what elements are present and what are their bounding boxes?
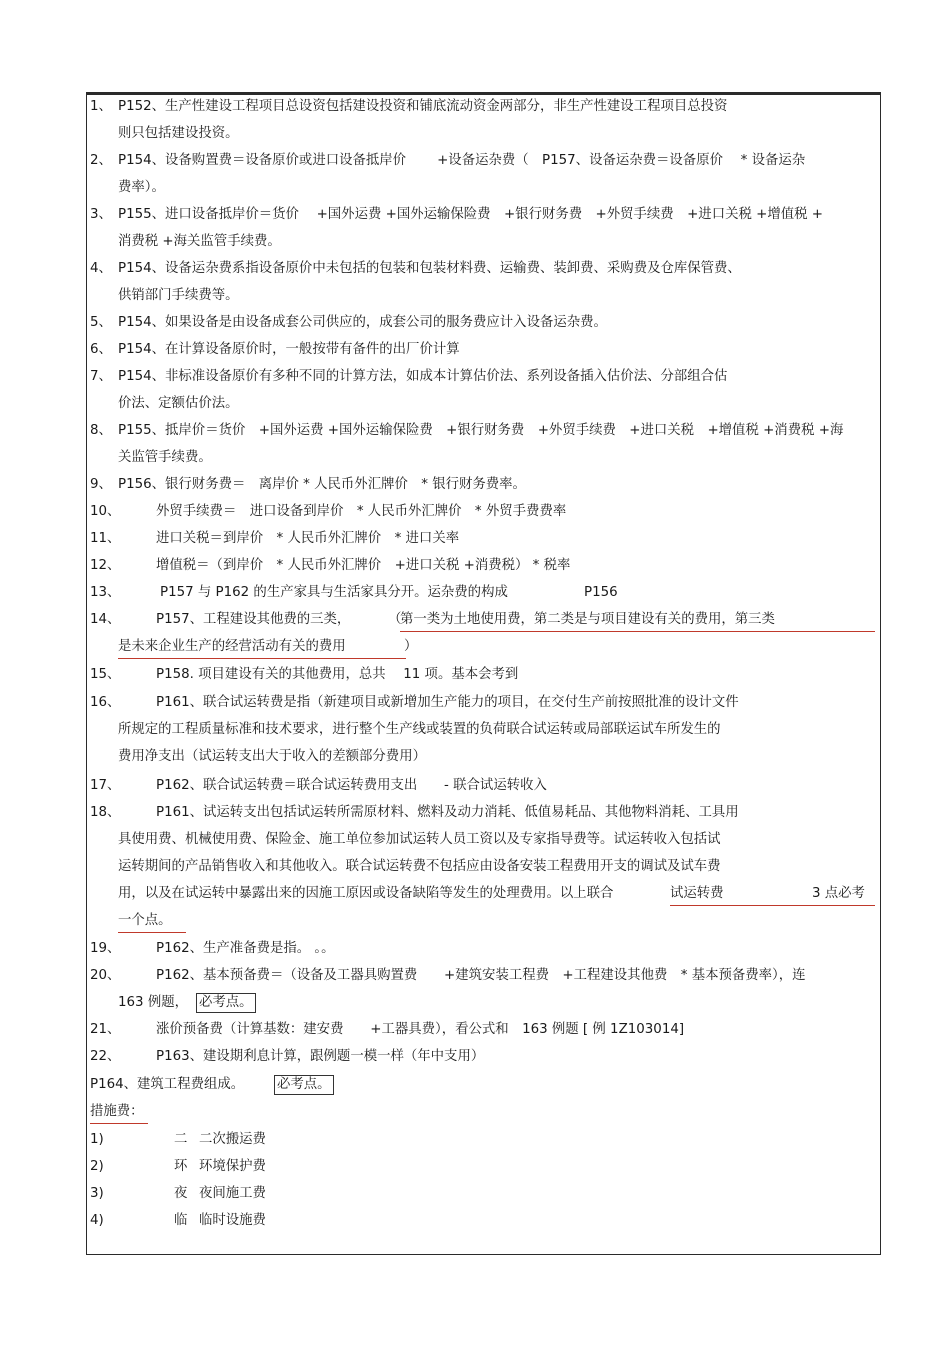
item-text-cont: 用，以及在试运转中暴露出来的因施工原因或设备缺陷等发生的处理费用。以上联合 [118, 886, 614, 901]
item-text: P157、工程建设其他费的三类， [156, 612, 351, 627]
item-number: 2、 [90, 153, 112, 168]
item-number: 13、 [90, 585, 121, 600]
item-text: P154、如果设备是由设备成套公司供应的，成套公司的服务费应计入设备运杂费。 [118, 315, 607, 330]
item-note: 3 点必考 [812, 886, 865, 901]
item-text: P154、设备运杂费系指设备原价中未包括的包装和包装材料费、运输费、装卸费、采购费及仓库保管费、 [118, 261, 741, 276]
item-number: 6、 [90, 342, 112, 357]
underlined-text: 一个点。 [118, 912, 186, 933]
underlined-text: 是未来企业生产的经营活动有关的费用 [118, 638, 406, 659]
item-number: 5、 [90, 315, 112, 330]
item-number: 3、 [90, 207, 112, 222]
item-number: 14、 [90, 612, 121, 627]
measure-key: 夜 [174, 1186, 188, 1201]
item-text: 外贸手续费＝ 进口设备到岸价 * 人民币外汇牌价 * 外贸手费费率 [156, 504, 567, 519]
item-number: 17、 [90, 778, 121, 793]
item-page-ref: P156 [584, 585, 618, 600]
item-number: 20、 [90, 968, 121, 983]
item-text: P163、建设期利息计算，跟例题一模一样（年中支用） [156, 1049, 485, 1064]
item-text: P158. 项目建设有关的其他费用，总共 11 项。基本会考到 [156, 667, 519, 682]
item-number: 9、 [90, 477, 112, 492]
item-text: P154、设备购置费＝设备原价或进口设备抵岸价 +设备运杂费（ P157、设备运杂费＝设备原价 * 设备运杂 [118, 153, 806, 168]
item-number: 1、 [90, 99, 112, 114]
item-text-cont: 供销部门手续费等。 [118, 288, 239, 303]
item-number: 19、 [90, 941, 121, 956]
item-text: P162、生产准备费是指。 。。 [156, 941, 335, 956]
item-text: P155、进口设备抵岸价＝货价 +国外运费 +国外运输保险费 +银行财务费 +外贸手续费 +进口关税 +增值税 + [118, 207, 823, 222]
item-text: 进口关税＝到岸价 * 人民币外汇牌价 * 进口关率 [156, 531, 460, 546]
item-text: P162、联合试运转费＝联合试运转费用支出 - 联合试运转收入 [156, 778, 547, 793]
p164-text: P164、建筑工程费组成。 [90, 1077, 245, 1092]
item-number: 18、 [90, 805, 121, 820]
must-test-box: 必考点。 [274, 1075, 334, 1095]
item-text: P154、非标准设备原价有多种不同的计算方法，如成本计算估价法、系列设备插入估价法、分部组合估 [118, 369, 728, 384]
measures-title: 措施费： [90, 1103, 148, 1124]
item-text: 增值税＝（到岸价 * 人民币外汇牌价 +进口关税 +消费税） * 税率 [156, 558, 571, 573]
paren-open: （ [388, 612, 402, 627]
item-number: 11、 [90, 531, 121, 546]
item-text-cont: 关监管手续费。 [118, 450, 212, 465]
item-text: P157 与 P162 的生产家具与生活家具分开。运杂费的构成 [160, 585, 508, 600]
item-text: P155、抵岸价＝货价 +国外运费 +国外运输保险费 +银行财务费 +外贸手续费 +进口关税 +增值税 +消费税 +海 [118, 423, 844, 438]
must-test-box: 必考点。 [196, 993, 256, 1013]
measure-number: 1) [90, 1132, 104, 1147]
underlined-text: 试运转费 [670, 885, 875, 906]
item-number: 12、 [90, 558, 121, 573]
item-text-cont: 所规定的工程质量标准和技术要求，进行整个生产线或装置的负荷联合试运转或局部联运试车所发生的 [118, 722, 721, 737]
item-text: P161、试运转支出包括试运转所需原材料、燃料及动力消耗、低值易耗品、其他物料消耗、工具用 [156, 805, 739, 820]
measure-value: 夜间施工费 [199, 1186, 266, 1201]
paren-close: ） [404, 639, 418, 654]
item-number: 16、 [90, 695, 121, 710]
item-text: P162、基本预备费＝（设备及工器具购置费 +建筑安装工程费 +工程建设其他费 * 基本预备费率），连 [156, 968, 806, 983]
item-text-cont: 则只包括建设投资。 [118, 126, 239, 141]
item-text-cont: 消费税 +海关监管手续费。 [118, 234, 281, 249]
item-text-cont: 价法、定额估价法。 [118, 396, 239, 411]
item-text-cont: 费用净支出（试运转支出大于收入的差额部分费用） [118, 749, 426, 764]
item-number: 21、 [90, 1022, 121, 1037]
item-text-cont: 具使用费、机械使用费、保险金、施工单位参加试运转人员工资以及专家指导费等。试运转收入包括试 [118, 832, 721, 847]
item-number: 10、 [90, 504, 121, 519]
item-text: 涨价预备费（计算基数：建安费 +工器具费），看公式和 163 例题 [ 例 1Z103014] [156, 1022, 685, 1037]
measure-number: 4) [90, 1213, 104, 1228]
item-number: 8、 [90, 423, 112, 438]
item-number: 15、 [90, 667, 121, 682]
item-number: 4、 [90, 261, 112, 276]
item-text-cont: 163 例题， [118, 995, 188, 1010]
measure-value: 临时设施费 [199, 1213, 266, 1228]
measure-number: 3) [90, 1186, 104, 1201]
item-text: P156、银行财务费＝ 离岸价 * 人民币外汇牌价 * 银行财务费率。 [118, 477, 526, 492]
underlined-text: 第一类为土地使用费，第二类是与项目建设有关的费用，第三类 [400, 611, 875, 632]
measure-value: 环境保护费 [199, 1159, 266, 1174]
item-text: P154、在计算设备原价时，一般按带有备件的出厂价计算 [118, 342, 460, 357]
measure-key: 二 [174, 1132, 188, 1147]
measure-key: 临 [174, 1213, 188, 1228]
item-text: P152、生产性建设工程项目总设资包括建设投资和铺底流动资金两部分，非生产性建设工程项目总投资 [118, 99, 728, 114]
measure-number: 2) [90, 1159, 104, 1174]
item-text-cont: 费率）。 [118, 180, 165, 195]
item-text: P161、联合试运转费是指（新建项目或新增加生产能力的项目，在交付生产前按照批准的设计文件 [156, 695, 739, 710]
item-text-cont: 运转期间的产品销售收入和其他收入。联合试运转费不包括应由设备安装工程费用开支的调试及试车费 [118, 859, 721, 874]
item-number: 22、 [90, 1049, 121, 1064]
measure-value: 二次搬运费 [199, 1132, 266, 1147]
item-number: 7、 [90, 369, 112, 384]
measure-key: 环 [174, 1159, 188, 1174]
